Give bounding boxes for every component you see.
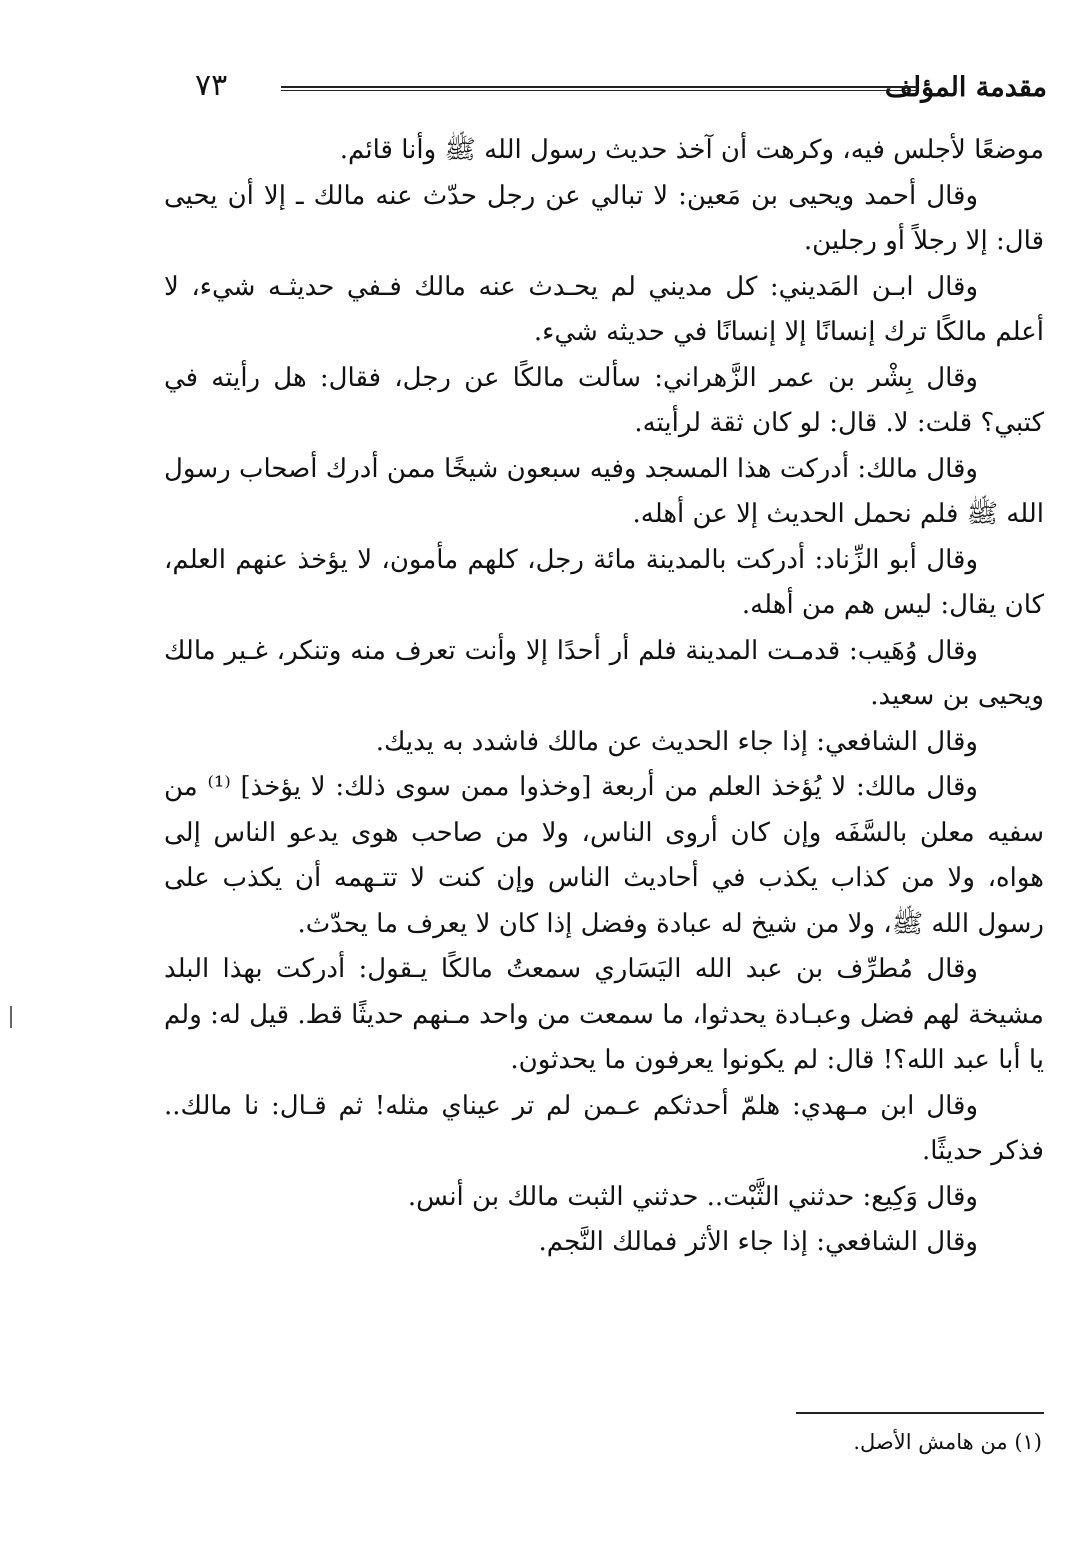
header-title: مقدمة المؤلف [884, 72, 1047, 103]
footnote-separator [796, 1412, 1044, 1414]
page-number: ٧٣ [195, 68, 228, 103]
paragraph: وقال الشافعي: إذا جاء الحديث عن مالك فاشدد به يديك. [375, 726, 978, 757]
scan-margin-mark [10, 1006, 12, 1028]
paragraph: وقال أحمد ويحيى بن مَعين: لا تبالي عن رجل حدّث عنه مالك ـ إلا أن يحيى قال: إلا رجلاً أو رجلين. [164, 180, 1044, 256]
footnote: (١) من هامش الأصل. [853, 1430, 1042, 1454]
paragraph: وقال مالك: أدركت هذا المسجد وفيه سبعون شيخًا ممن أدرك أصحاب رسول الله ﷺ فلم نحمل الحديث إلا عن أهله. [164, 453, 1044, 529]
header-rule [281, 86, 917, 88]
paragraph: وقال مُطرِّف بن عبد الله اليَسَاري سمعتُ مالكًا يـقول: أدركت بهذا البلد مشيخة لهم فضل وعبـادة يحدثوا، ما سمعت من واحد مـنهم حديثًا قط. قيل له: ولم يا أبا عبد الله؟! قال: لم يكونوا يعرفون ما يحدثون. [164, 954, 1044, 1075]
paragraph: وقال ابن مـهدي: هلمّ أحدثكم عـمن لم تر عيناي مثله! ثم قـال: نا مالك.. فذكر حديثًا. [164, 1090, 1044, 1166]
paragraph: وقال وَكِيع: حدثني الثَّبْت.. حدثني الثبت مالك بن أنس. [407, 1181, 978, 1212]
paragraph: وقال ابـن المَديني: كل مديني لم يحـدث عنه مالك فـفي حديثـه شيء، لا أعلم مالكًا ترك إنسانًا إلا إنسانًا في حديثه شيء. [164, 271, 1044, 347]
paragraph: وقال بِشْر بن عمر الزَّهراني: سألت مالكًا عن رجل، فقال: هل رأيته في كتبي؟ قلت: لا. قال: لو كان ثقة لرأيته. [164, 362, 1044, 438]
paragraph: موضعًا لأجلس فيه، وكرهت أن آخذ حديث رسول الله ﷺ وأنا قائم. [339, 135, 1044, 165]
paragraph: وقال وُهَيب: قدمـت المدينة فلم أر أحدًا إلا وأنت تعرف منه وتنكر، غـير مالك ويحيى بن سعيد. [164, 635, 1044, 711]
paragraph: وقال مالك: لا يُؤخذ العلم من أربعة [وخذوا ممن سوى ذلك: لا يؤخذ] ⁽¹⁾ من سفيه معلن بالسَّفَه وإن كان أروى الناس، ولا من صاحب هوى يدعو الناس إلى هواه، ولا من كذاب يكذب في أحاديث الناس وإن كنت لا تتـهمه أن يكذب على رسول الله ﷺ، ولا من شيخ له عبادة وفضل إذا كان لا يعرف ما يحدّث. [164, 772, 1044, 939]
main-text [164, 128, 1044, 1266]
paragraph: وقال أبو الزِّناد: أدركت بالمدينة مائة رجل، كلهم مأمون، لا يؤخذ عنهم العلم، كان يقال: ليس هم من أهله. [164, 544, 1044, 620]
paragraph: وقال الشافعي: إذا جاء الأثر فمالك النَّجم. [538, 1227, 978, 1257]
running-header [195, 68, 1047, 112]
